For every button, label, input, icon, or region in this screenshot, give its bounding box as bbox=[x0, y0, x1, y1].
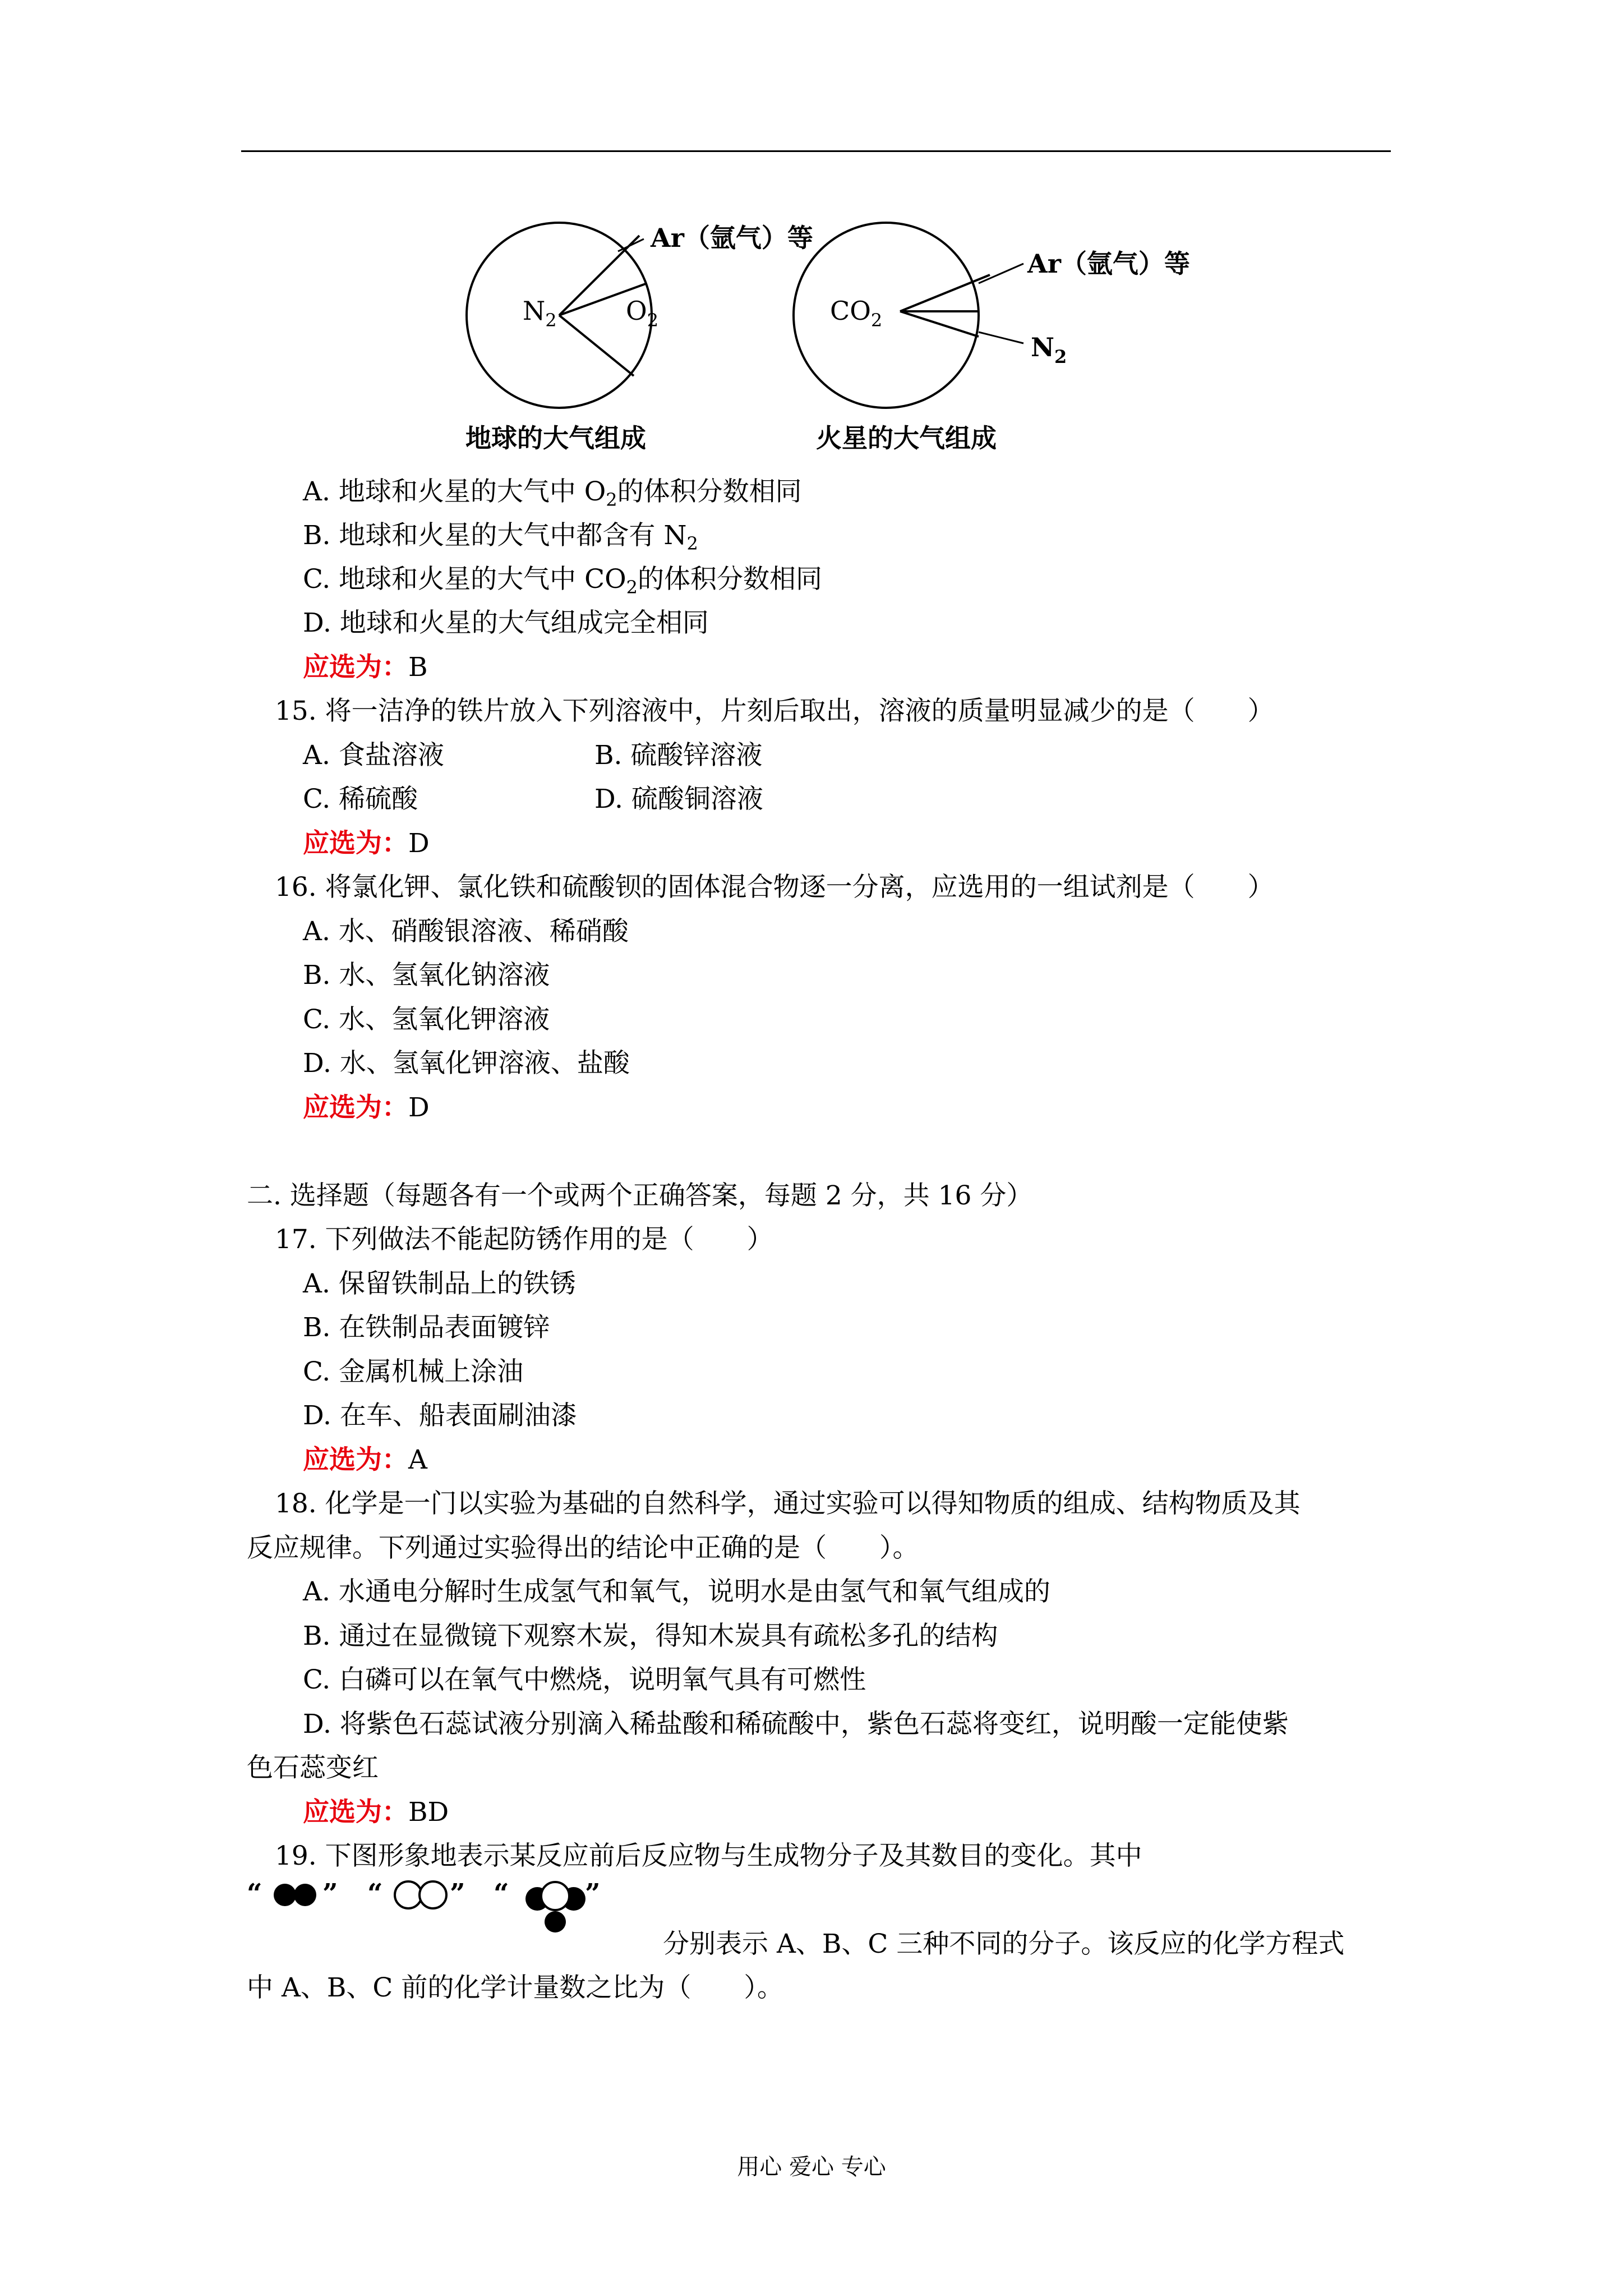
q15-option-c: C. 稀硫酸 bbox=[303, 784, 418, 815]
q17-option-d: D. 在车、船表面刷油漆 bbox=[303, 1400, 577, 1431]
mars-n2-pointer bbox=[979, 332, 1023, 343]
q16-option-d: D. 水、氢氧化钾溶液、盐酸 bbox=[303, 1048, 630, 1079]
mars-co2-label: $CO_2$ bbox=[830, 296, 883, 331]
q17-stem: 17. 下列做法不能起防锈作用的是（ ） bbox=[275, 1224, 773, 1255]
mars-pie-divider-3 bbox=[900, 311, 979, 337]
q14-option-a: A. 地球和火星的大气中 $O_2$的体积分数相同 bbox=[303, 476, 802, 510]
molecule-b-icon bbox=[395, 1881, 446, 1908]
page-footer: 用心 爱心 专心 bbox=[737, 2154, 886, 2180]
q15-answer: 应选为：D bbox=[303, 828, 430, 859]
q17-option-a: A. 保留铁制品上的铁锈 bbox=[303, 1268, 576, 1299]
q18-option-c: C. 白磷可以在氧气中燃烧，说明氧气具有可燃性 bbox=[303, 1664, 866, 1695]
earth-other-label: Ar（氩气）等 bbox=[651, 223, 813, 253]
q15-stem: 15. 将一洁净的铁片放入下列溶液中，片刻后取出，溶液的质量明显减少的是（ ） bbox=[275, 696, 1274, 726]
q18-stem-line-2: 反应规律。下列通过实验得出的结论中正确的是（ ）。 bbox=[247, 1533, 919, 1563]
q14-option-d: D. 地球和火星的大气组成完全相同 bbox=[303, 608, 709, 638]
quote-open-a: “ bbox=[247, 1878, 262, 1910]
q16-answer: 应选为：D bbox=[303, 1092, 430, 1123]
earth-chart-title: 地球的大气组成 bbox=[465, 423, 646, 453]
q18-answer: 应选为：BD bbox=[303, 1797, 449, 1828]
mars-chart-title: 火星的大气组成 bbox=[816, 423, 997, 453]
q17-option-c: C. 金属机械上涂油 bbox=[303, 1356, 524, 1387]
q19-stem-line-2: 分别表示 A、B、C 三种不同的分子。该反应的化学方程式 bbox=[663, 1929, 1345, 1959]
atmosphere-figure bbox=[0, 0, 1623, 482]
mars-other-pointer bbox=[979, 264, 1023, 283]
q16-option-b: B. 水、氢氧化钠溶液 bbox=[303, 960, 550, 991]
q19-stem-line-3: 中 A、B、C 前的化学计量数之比为（ ）。 bbox=[247, 1972, 783, 2003]
molecule-a-icon bbox=[274, 1884, 316, 1906]
earth-other-pointer bbox=[618, 239, 644, 251]
earth-o2-label: $O_2$ bbox=[626, 296, 659, 331]
quote-close-b: ” bbox=[450, 1878, 465, 1910]
q17-option-b: B. 在铁制品表面镀锌 bbox=[303, 1312, 550, 1343]
q14-option-b: B. 地球和火星的大气中都含有 $N_2$ bbox=[303, 520, 698, 554]
q17-answer: 应选为：A bbox=[303, 1444, 427, 1475]
section-2-heading: 二. 选择题（每题各有一个或两个正确答案，每题 2 分，共 16 分） bbox=[247, 1180, 1033, 1211]
quote-close-a: ” bbox=[322, 1878, 338, 1910]
q14-answer: 应选为：B bbox=[303, 652, 428, 683]
q18-option-d-line-2: 色石蕊变红 bbox=[247, 1752, 379, 1783]
q16-option-a: A. 水、硝酸银溶液、稀硝酸 bbox=[303, 916, 629, 947]
q18-option-b: B. 通过在显微镜下观察木炭，得知木炭具有疏松多孔的结构 bbox=[303, 1621, 998, 1651]
molecule-c-icon bbox=[525, 1882, 585, 1932]
q15-option-a: A. 食盐溶液 bbox=[303, 740, 444, 771]
quote-open-c: “ bbox=[494, 1878, 509, 1910]
mars-other-label: Ar（氩气）等 bbox=[1027, 249, 1190, 279]
q14-option-c: C. 地球和火星的大气中 $CO_2$的体积分数相同 bbox=[303, 564, 822, 598]
q16-option-c: C. 水、氢氧化钾溶液 bbox=[303, 1004, 550, 1035]
q18-option-a: A. 水通电分解时生成氢气和氧气，说明水是由氢气和氧气组成的 bbox=[303, 1576, 1050, 1607]
q18-stem-line-1: 18. 化学是一门以实验为基础的自然科学，通过实验可以得知物质的组成、结构物质及其 bbox=[275, 1488, 1301, 1519]
quote-open-b: “ bbox=[367, 1878, 383, 1910]
mars-pie-circle bbox=[794, 223, 979, 408]
q18-option-d-line-1: D. 将紫色石蕊试液分别滴入稀盐酸和稀硫酸中，紫色石蕊将变红，说明酸一定能使紫 bbox=[303, 1709, 1289, 1740]
q15-option-d: D. 硫酸铜溶液 bbox=[594, 784, 763, 815]
q15-option-b: B. 硫酸锌溶液 bbox=[594, 740, 763, 771]
earth-n2-label: $N_2$ bbox=[523, 296, 557, 331]
q16-stem: 16. 将氯化钾、氯化铁和硫酸钡的固体混合物逐一分离，应选用的一组试剂是（ ） bbox=[275, 872, 1274, 903]
q19-molecule-legend bbox=[247, 1874, 673, 1941]
q19-stem-line-1: 19. 下图形象地表示某反应前后反应物与生成物分子及其数目的变化。其中 bbox=[275, 1841, 1142, 1871]
quote-close-c: ” bbox=[585, 1878, 601, 1910]
earth-pie-divider-3 bbox=[559, 315, 634, 376]
mars-n2-label: $N_2$ bbox=[1031, 332, 1067, 367]
